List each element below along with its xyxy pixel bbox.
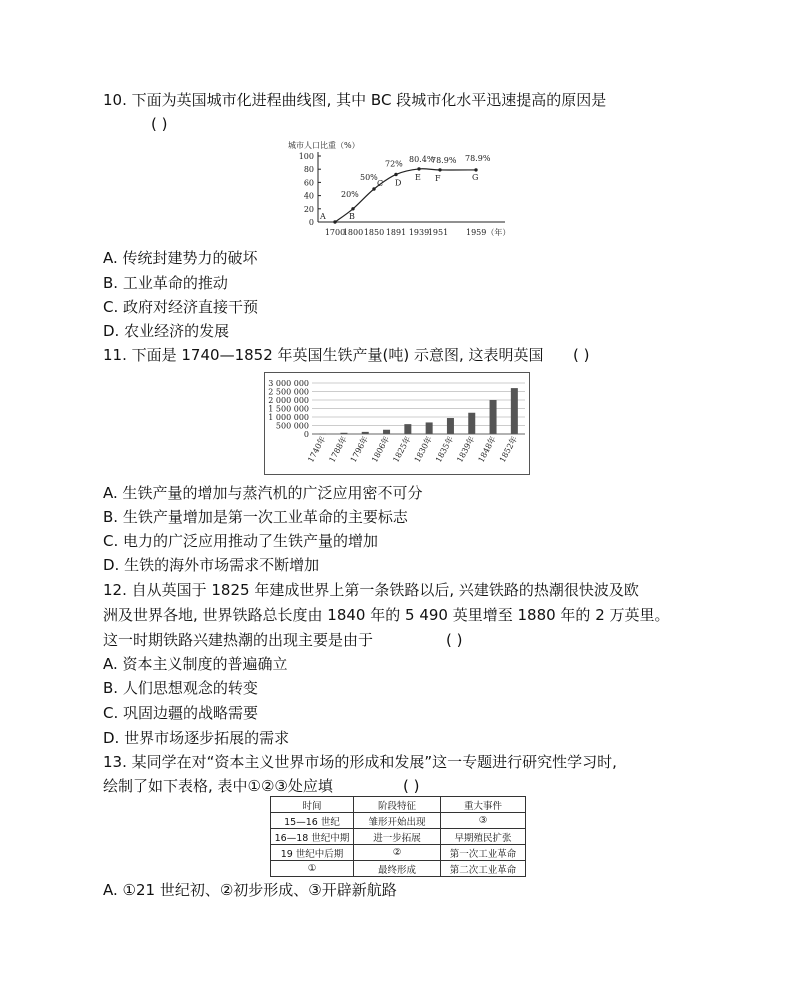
data-point: [394, 173, 397, 176]
q10-option-b: B. 工业革命的推动: [103, 274, 228, 292]
q11-option-b: B. 生铁产量增加是第一次工业革命的主要标志: [103, 508, 408, 526]
table-header-row: [271, 797, 526, 813]
table-cell: 15—16 世纪: [271, 813, 354, 829]
y-tick-label: 0: [303, 430, 309, 439]
q11-option-d: D. 生铁的海外市场需求不断增加: [103, 556, 320, 574]
point-value-label: 72%: [385, 159, 403, 169]
table-cell: ②: [354, 845, 441, 861]
q11-option-a: A. 生铁产量的增加与蒸汽机的广泛应用密不可分: [103, 484, 423, 502]
table-row: [271, 829, 526, 845]
x-tick-label: 1796年: [348, 434, 371, 464]
point-letter-label: G: [472, 172, 479, 182]
data-point: [417, 167, 420, 170]
point-letter-label: A: [320, 212, 326, 221]
table-cell: 第二次工业革命: [441, 861, 526, 877]
q11-answer-bracket: ( ): [573, 346, 590, 364]
q10-option-d: D. 农业经济的发展: [103, 322, 230, 340]
point-value-label: 50%: [360, 173, 378, 182]
table-cell: 16—18 世纪中期: [271, 829, 354, 845]
x-tick-label: 1788年: [327, 434, 349, 464]
bar: [319, 434, 326, 435]
q13-stem-line-1: 13. 某同学在对“资本主义世界市场的形成和发展”这一专题进行研究性学习时,: [103, 753, 617, 771]
q12-stem-line-2: 洲及世界各地, 世界铁路总长度由 1840 年的 5 490 英里增至 1880 年的 2 万英里。: [103, 606, 670, 624]
data-point: [474, 168, 477, 171]
q13-answer-bracket: ( ): [403, 777, 420, 795]
table-cell: 最终形成: [354, 861, 441, 877]
point-value-label: 20%: [341, 189, 359, 199]
x-tick-label: 1740年: [306, 434, 328, 464]
x-tick-label: 1850: [363, 228, 385, 237]
bar: [511, 388, 518, 434]
table-cell: 早期殖民扩张: [441, 829, 526, 845]
table-cell: ①: [271, 861, 354, 877]
y-tick-label: 2 000 000: [268, 396, 309, 405]
q12-stem-line-3: 这一时期铁路兴建热潮的出现主要是由于: [103, 631, 374, 649]
world-market-table: [270, 796, 526, 877]
table-cell: 第一次工业革命: [441, 845, 526, 861]
y-tick-label: 3 000 000: [268, 379, 309, 388]
point-value-label: 80.4%: [409, 154, 435, 164]
q12-option-c: C. 巩固边疆的战略需要: [103, 704, 259, 722]
point-letter-label: B: [349, 211, 355, 221]
point-letter-label: F: [435, 173, 441, 183]
q12-option-a: A. 资本主义制度的普遍确立: [103, 655, 288, 673]
bar: [447, 418, 454, 434]
x-tick-label: 1835年: [433, 434, 456, 464]
table-cell: 19 世纪中后期: [271, 845, 354, 861]
bar: [340, 433, 347, 434]
q11-stem: 11. 下面是 1740—1852 年英国生铁产量(吨) 示意图, 这表明英国: [103, 346, 544, 364]
bar: [362, 432, 369, 434]
point-letter-label: E: [415, 172, 421, 182]
x-tick-label: 1891: [385, 228, 407, 237]
q10-option-c: C. 政府对经济直接干预: [103, 298, 259, 316]
x-tick-label: 1830年: [412, 434, 434, 464]
x-tick-label: 1852年: [497, 434, 520, 464]
data-point: [438, 168, 441, 171]
y-tick-label: 500 000: [275, 421, 309, 431]
y-tick-label: 100: [298, 152, 314, 161]
q10-stem: 10. 下面为英国城市化进程曲线图, 其中 BC 段城市化水平迅速提高的原因是: [103, 91, 607, 109]
bar: [490, 400, 497, 434]
table-row: [271, 845, 526, 861]
y-tick-label: 80: [303, 165, 314, 175]
point-letter-label: C: [377, 179, 384, 188]
x-tick-label: 1700: [324, 228, 346, 237]
table-cell: ③: [441, 813, 526, 829]
pig-iron-bar-chart: [264, 372, 530, 475]
q10-option-a: A. 传统封建势力的破坏: [103, 249, 258, 267]
x-tick-label: 1951: [427, 228, 449, 237]
y-tick-label: 1 500 000: [268, 404, 309, 414]
y-tick-label: 2 500 000: [268, 387, 309, 397]
y-tick-label: 60: [303, 178, 314, 188]
data-point: [333, 220, 336, 223]
bar: [383, 430, 390, 434]
bar: [468, 413, 475, 434]
bar: [404, 424, 411, 434]
x-tick-label: 1848年: [476, 434, 498, 464]
q13-stem-line-2: 绘制了如下表格, 表中①②③处应填: [103, 777, 333, 795]
point-value-label: 78.9%: [465, 153, 491, 163]
x-tick-label: 1825年: [391, 434, 413, 464]
data-point: [351, 207, 354, 210]
point-value-label: 78.9%: [431, 155, 457, 165]
y-tick-label: 20: [303, 204, 314, 214]
q12-answer-bracket: ( ): [446, 631, 463, 649]
q12-option-b: B. 人们思想观念的转变: [103, 679, 258, 697]
table-cell: 进一步拓展: [354, 829, 441, 845]
q12-option-d: D. 世界市场逐步拓展的需求: [103, 729, 290, 747]
x-tick-label: 1959（年）: [466, 228, 511, 237]
urbanization-chart: [286, 136, 526, 240]
point-letter-label: D: [395, 178, 402, 188]
bar: [426, 422, 433, 434]
table-row: [271, 861, 526, 877]
y-tick-label: 40: [303, 191, 314, 201]
table-cell: 雏形开始出现: [354, 813, 441, 829]
y-tick-label: 0: [308, 218, 314, 227]
table-header-cell: 时间: [271, 797, 354, 813]
q10-answer-bracket: ( ): [151, 115, 168, 133]
x-tick-label: 1939: [408, 228, 430, 237]
data-point: [372, 187, 375, 190]
x-tick-label: 1800: [342, 228, 364, 237]
q12-stem-line-1: 12. 自从英国于 1825 年建成世界上第一条铁路以后, 兴建铁路的热潮很快波及欧: [103, 581, 639, 599]
x-tick-label: 1839年: [455, 434, 477, 464]
table-row: [271, 813, 526, 829]
x-tick-label: 1806年: [370, 434, 392, 464]
q13-option-a: A. ①21 世纪初、②初步形成、③开辟新航路: [103, 881, 397, 899]
q11-option-c: C. 电力的广泛应用推动了生铁产量的增加: [103, 532, 379, 550]
table-header-cell: 重大事件: [441, 797, 526, 813]
chart-ylabel: 城市人口比重（%）: [288, 141, 360, 150]
y-tick-label: 1 000 000: [268, 413, 309, 422]
table-header-cell: 阶段特征: [354, 797, 441, 813]
